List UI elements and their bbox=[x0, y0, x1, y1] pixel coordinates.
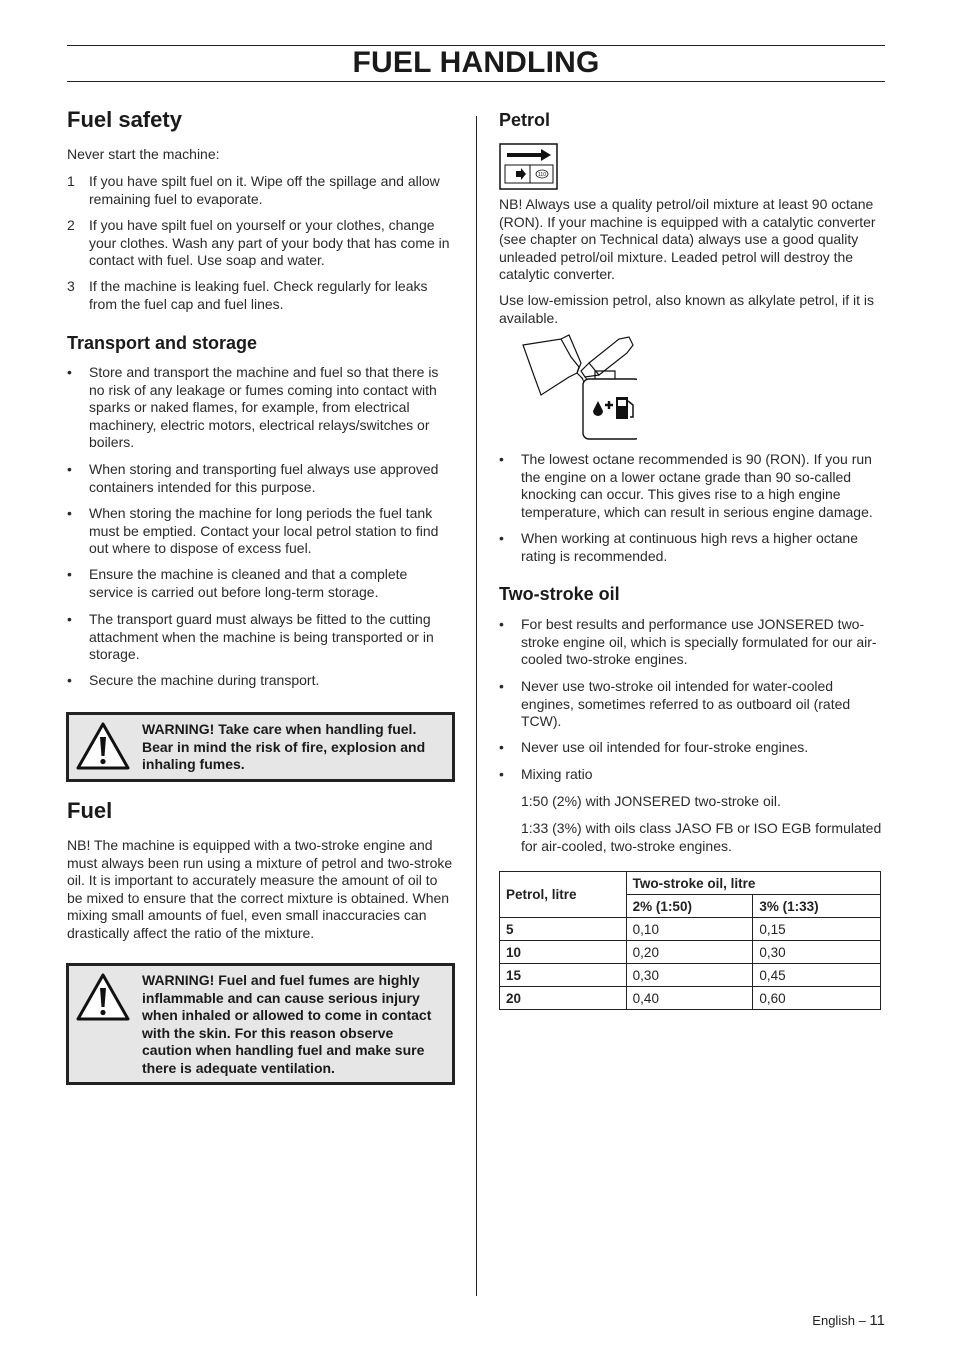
fuel-can-icon bbox=[519, 333, 637, 443]
petrol-heading: Petrol bbox=[499, 110, 551, 130]
list-item: • Mixing ratio bbox=[499, 766, 593, 782]
warning-text: WARNING! Take care when handling fuel. Bear in mind the risk of fire, explosion and inhaling fumes. bbox=[142, 721, 426, 772]
petrol-paragraph: Use low-emission petrol, also known as alkylate petrol, if it is available. bbox=[499, 292, 875, 326]
table-row: 10 0,20 0,30 bbox=[500, 941, 881, 964]
list-item: • Ensure the machine is cleaned and that a complete service is carried out before long-term storage. bbox=[67, 566, 408, 600]
warning-box bbox=[66, 712, 455, 782]
warning-triangle-icon bbox=[75, 721, 131, 771]
list-item: • For best results and performance use JONSERED two-stroke engine oil, which is specially formulated for our air-cooled two-stroke engines. bbox=[499, 616, 877, 667]
list-item: 3 If the machine is leaking fuel. Check regularly for leaks from the fuel cap and fuel lines. bbox=[67, 278, 428, 312]
warning-triangle-icon bbox=[75, 972, 131, 1022]
list-item: 2 If you have spilt fuel on yourself or your clothes, change your clothes. Wash any part of your body that has come in contact with fuel. Use soap and water. bbox=[67, 217, 450, 268]
table-row: 5 0,10 0,15 bbox=[500, 918, 881, 941]
transport-heading: Transport and storage bbox=[67, 333, 258, 353]
list-item: • Never use two-stroke oil intended for water-cooled engines, sometimes referred to as outboard oil (rated TCW). bbox=[499, 678, 851, 729]
footer-language: English bbox=[812, 1313, 855, 1328]
list-item: • When working at continuous high revs a higher octane rating is recommended. bbox=[499, 530, 858, 564]
table-row: 15 0,30 0,45 bbox=[500, 964, 881, 987]
fuel-safety-intro: Never start the machine: bbox=[67, 146, 220, 162]
warning-text: WARNING! Fuel and fuel fumes are highly inflammable and can cause serious injury when inhaled or allowed to come in contact with the skin. For this reason observe caution when handling fuel and make sure there is adequate ventilation. bbox=[142, 972, 432, 1076]
page-number: 11 bbox=[869, 1312, 885, 1329]
list-item: • Secure the machine during transport. bbox=[67, 672, 320, 688]
footer-dash: – bbox=[858, 1313, 866, 1328]
mixing-table bbox=[499, 871, 881, 1010]
list-item: 1 If you have spilt fuel on it. Wipe off the spillage and allow remaining fuel to evaporate. bbox=[67, 173, 440, 207]
table-subheader: 3% (1:33) bbox=[753, 895, 881, 918]
fuel-heading: Fuel bbox=[67, 798, 113, 823]
list-item: • The lowest octane recommended is 90 (RON). If you run the engine on a lower octane grade than 90 so-called knocking can occur. This gives rise to a high engine temperature, which can result in serious engine damage. bbox=[499, 451, 873, 520]
mixing-ratio-line: 1:33 (3%) with oils class JASO FB or ISO EGB formulated for air-cooled, two-stroke engines. bbox=[521, 820, 882, 854]
list-item: • Never use oil intended for four-stroke engines. bbox=[499, 739, 809, 755]
petrol-paragraph: NB! Always use a quality petrol/oil mixture at least 90 octane (RON). If your machine is equipped with a catalytic converter (see chapter on Technical data) always use a good quality unleaded petrol/oil mixture. Leaded petrol will destroy the catalytic converter. bbox=[499, 196, 876, 282]
title-underline bbox=[67, 81, 885, 82]
page-footer bbox=[812, 1312, 885, 1329]
fuel-safety-heading: Fuel safety bbox=[67, 107, 182, 132]
list-item: • The transport guard must always be fitted to the cutting attachment when the machine is being transported or in storage. bbox=[67, 611, 434, 662]
list-item: • When storing the machine for long periods the fuel tank must be emptied. Contact your local petrol station to find out where to dispose of excess fuel. bbox=[67, 505, 439, 556]
list-item: • Store and transport the machine and fuel so that there is no risk of any leakage or fumes coming into contact with sparks or naked flames, for example, from electrical machinery, electric motors, electrical relays/switches or boilers. bbox=[67, 364, 439, 450]
page-title: FUEL HANDLING bbox=[352, 46, 600, 79]
two-stroke-heading: Two-stroke oil bbox=[499, 584, 620, 604]
table-subheader: 2% (1:50) bbox=[626, 895, 753, 918]
table-header-petrol: Petrol, litre bbox=[500, 872, 627, 918]
octane-pump-icon bbox=[499, 143, 558, 190]
mixing-ratio-line: 1:50 (2%) with JONSERED two-stroke oil. bbox=[521, 793, 781, 809]
table-row: 20 0,40 0,60 bbox=[500, 987, 881, 1010]
svg-text:110: 110 bbox=[538, 172, 546, 178]
table-header-oil: Two-stroke oil, litre bbox=[626, 872, 880, 895]
list-item: • When storing and transporting fuel always use approved containers intended for this purpose. bbox=[67, 461, 439, 495]
warning-box bbox=[66, 963, 455, 1085]
fuel-paragraph: NB! The machine is equipped with a two-stroke engine and must always been run using a mixture of petrol and two-stroke oil. It is important to accurately measure the amount of oil to be mixed to ensure that the correct mixture is obtained. When mixing small amounts of fuel, even small inaccuracies can drastically affect the ratio of the mixture. bbox=[67, 837, 453, 941]
column-divider bbox=[476, 116, 477, 1296]
